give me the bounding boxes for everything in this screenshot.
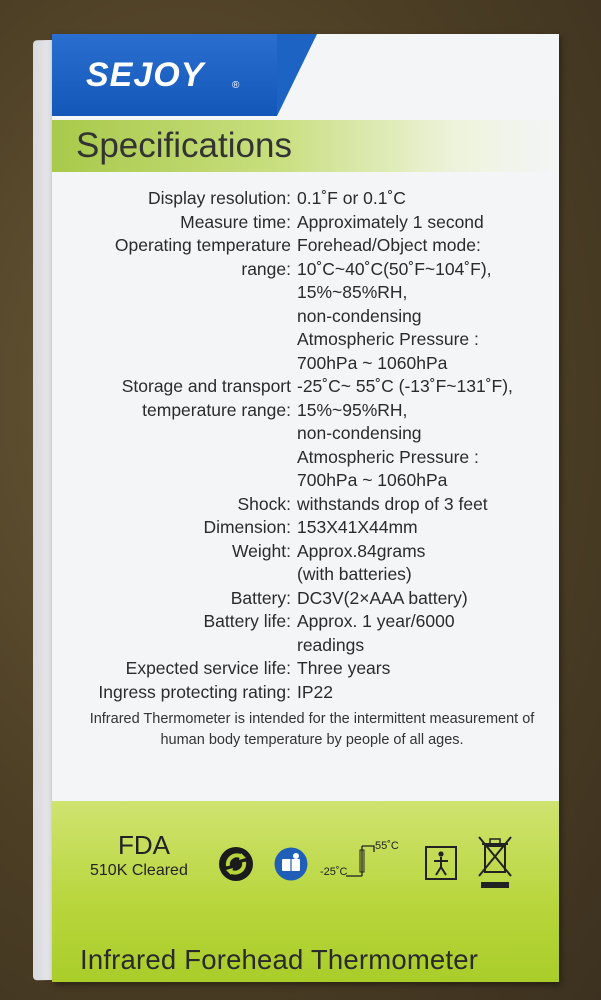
weee-bin-icon [476,834,514,890]
spec-value: withstands drop of 3 feet [297,493,488,514]
spec-label: Operating temperature range: [114,235,291,279]
spec-label: Storage and transport temperature range: [121,376,291,420]
temp-low-label: -25˚C [320,866,348,878]
spec-row [52,493,559,517]
spec-label: Measure time: [180,211,291,232]
spec-row [52,657,559,681]
recycle-icon [218,846,254,882]
spec-value: Approx.84grams (with batteries) [297,540,426,584]
spec-value: Approximately 1 second [297,211,484,232]
registered-mark: ® [232,80,240,91]
spec-value: 153X41X44mm [297,517,418,537]
spec-row [52,211,559,235]
brand-logo: SEJOY [86,56,205,94]
fda-subtitle: 510K Cleared [90,862,188,879]
spec-label: Weight: [231,540,291,561]
spec-value: Forehead/Object mode: 10˚C~40˚C(50˚F~104˚F), 15%~85%RH, non-condensing Atmospheric Pressure : 700hPa ~ 1060hPa [297,235,492,373]
spec-row [52,540,559,587]
spec-value: 0.1˚F or 0.1˚C [297,188,406,208]
usage-note: Infrared Thermometer is intended for the intermittent measurement of human body temperature by people of all ages. [89,711,535,748]
spec-value: IP22 [297,681,333,702]
spec-row [52,234,559,375]
spec-label: Shock: [237,493,291,514]
consult-manual-icon [274,847,308,881]
spec-label: Battery life: [203,611,291,631]
spec-value: Approx. 1 year/6000 readings [297,611,455,655]
spec-label: Display resolution: [148,188,291,208]
spec-row [52,375,559,493]
spec-value: DC3V(2×AAA battery) [297,587,468,608]
spec-label: Ingress protecting rating: [98,681,291,702]
spec-row [52,587,559,611]
spec-label: Battery: [230,587,291,608]
spec-row [52,610,559,657]
spec-value: -25˚C~ 55˚C (-13˚F~131˚F), 15%~95%RH, non-condensing Atmospheric Pressure : 700hPa ~ 1060hPa [297,376,513,490]
fda-title: FDA [118,830,170,860]
spec-row [52,681,559,705]
spec-label: Expected service life: [125,658,291,678]
product-box [52,34,559,982]
temperature-limit-icon [316,838,416,888]
product-name: Infrared Forehead Thermometer [80,944,479,975]
temp-high-label: 55˚C [375,840,399,852]
spec-table [52,187,559,704]
section-title: Specifications [76,126,292,165]
spec-row [52,187,559,211]
spec-value: Three years [297,658,391,678]
spec-label: Dimension: [203,517,291,537]
type-bf-icon [424,845,458,881]
spec-row [52,516,559,540]
